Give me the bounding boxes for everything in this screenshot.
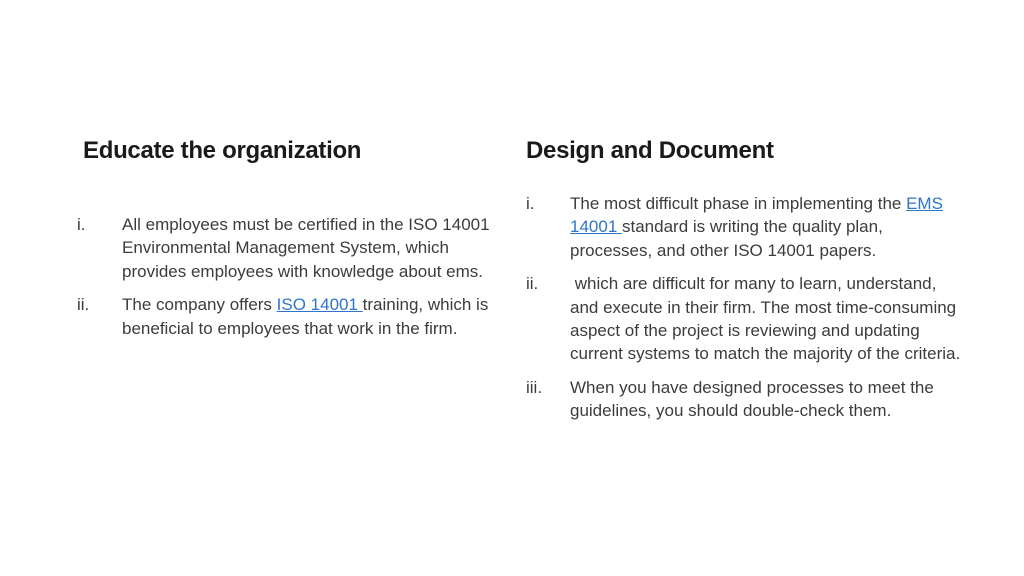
list-item <box>77 213 507 283</box>
iso-14001-link[interactable]: ISO 14001 <box>276 295 363 315</box>
list-item-number: iii. <box>526 377 543 397</box>
list-item-number: ii. <box>526 274 539 294</box>
list-item-text-before: The company offers <box>122 295 277 315</box>
list-item-number: i. <box>526 194 535 213</box>
list-item-number: i. <box>77 215 86 234</box>
list-item-number: ii. <box>77 295 90 315</box>
list-item-text: which are difficult for many to learn, understand, and execute in their firm. The most time-consuming aspect of the project is reviewing and updating current systems to match the majority of the criteria. <box>570 274 961 364</box>
left-column-heading: Educate the organization <box>83 137 362 164</box>
list-item-text: All employees must be certified in the ISO 14001 Environmental Management System, which provides employees with knowledge about ems. <box>122 215 490 281</box>
right-column-heading: Design and Document <box>526 137 774 164</box>
list-item-text-before: The most difficult phase in implementing the <box>570 194 907 213</box>
list-item <box>526 192 966 262</box>
list-item-text-after: training, which is beneficial to employees that work in the firm. <box>122 295 489 338</box>
list-item-text: When you have designed processes to meet the guidelines, you should double-check them. <box>570 377 934 421</box>
list-item-text <box>570 192 966 262</box>
right-column-list <box>526 192 966 433</box>
ems-14001-link[interactable]: EMS 14001 <box>570 194 943 237</box>
list-item <box>77 293 507 340</box>
left-column-list <box>77 213 507 350</box>
list-item-text <box>122 293 507 340</box>
list-item-text-after: standard is writing the quality plan, processes, and other ISO 14001 papers. <box>570 217 883 260</box>
list-item <box>526 272 966 365</box>
list-item <box>526 376 966 423</box>
